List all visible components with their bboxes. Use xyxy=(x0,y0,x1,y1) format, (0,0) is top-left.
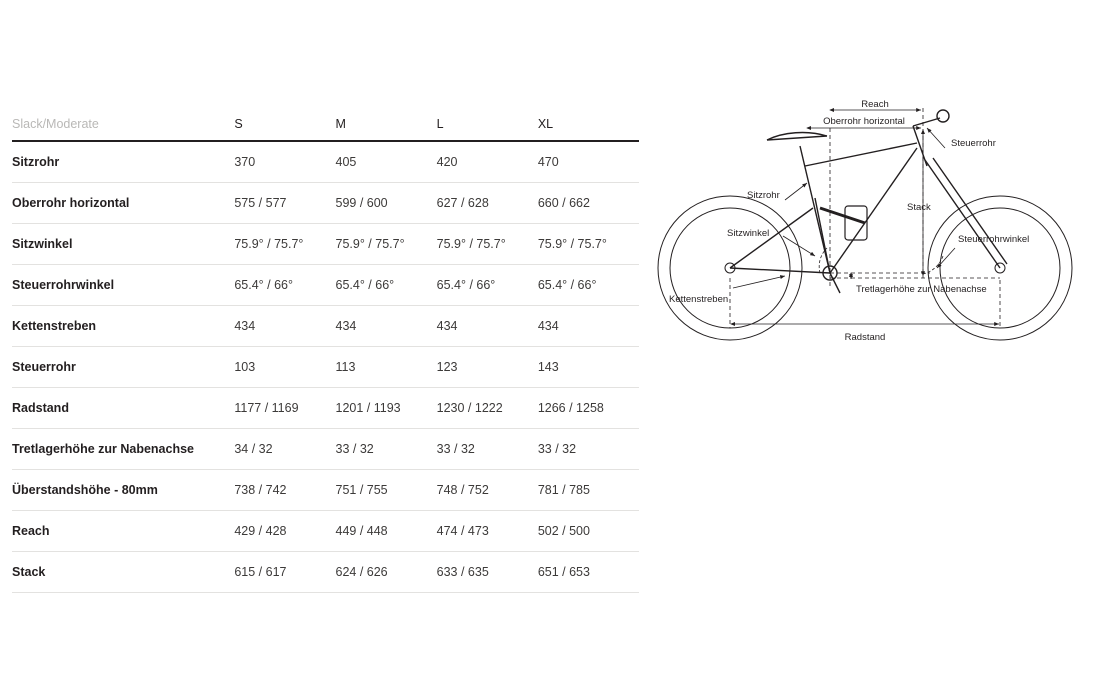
diagram-label-reach: Reach xyxy=(861,99,889,110)
table-corner-label: Slack/Moderate xyxy=(12,108,234,141)
cell-kettenstreben-m: 434 xyxy=(335,319,357,333)
diagram-label-tretlagerhoehe: Tretlagerhöhe zur Nabenachse xyxy=(856,284,987,295)
cell-steuerrohrwinkel-l: 65.4° / 66° xyxy=(436,278,496,292)
cell-steuerrohr-xl: 143 xyxy=(537,360,559,374)
cell-tretlagerhoehe-l: 33 / 32 xyxy=(436,442,475,456)
cell-tretlagerhoehe-s: 34 / 32 xyxy=(234,442,273,456)
table-row xyxy=(12,347,639,388)
cell-stack-xl: 651 / 653 xyxy=(537,565,590,579)
diagram-label-sitzwinkel: Sitzwinkel xyxy=(727,228,770,239)
table-header-row xyxy=(12,108,639,141)
cell-oberrohr-horizontal-s: 575 / 577 xyxy=(234,196,287,210)
cell-ueberstandshoehe-xl: 781 / 785 xyxy=(537,483,590,497)
cell-oberrohr-horizontal-xl: 660 / 662 xyxy=(537,196,590,210)
cell-kettenstreben-l: 434 xyxy=(436,319,458,333)
cell-stack-m: 624 / 626 xyxy=(335,565,388,579)
table-row xyxy=(12,470,639,511)
table-row xyxy=(12,552,639,593)
diagram-label-oberrohr-horizontal: Oberrohr horizontal xyxy=(823,116,905,127)
row-label-tretlagerhoehe-zur-nabenachse: Tretlagerhöhe zur Nabenachse xyxy=(12,442,195,456)
diagram-label-sitzrohr: Sitzrohr xyxy=(747,190,780,201)
diagram-label-steuerrohr: Steuerrohr xyxy=(951,138,996,149)
diagram-label-radstand: Radstand xyxy=(844,332,886,343)
cell-ueberstandshoehe-s: 738 / 742 xyxy=(234,483,287,497)
cell-sitzwinkel-xl: 75.9° / 75.7° xyxy=(537,237,607,251)
table-row xyxy=(12,429,639,470)
row-label-sitzwinkel: Sitzwinkel xyxy=(12,237,73,251)
column-header-size-xl: XL xyxy=(538,108,639,141)
table-row xyxy=(12,388,639,429)
table-row xyxy=(12,306,639,347)
column-header-size-l: L xyxy=(437,108,538,141)
cell-steuerrohr-m: 113 xyxy=(335,360,356,374)
cell-sitzwinkel-s: 75.9° / 75.7° xyxy=(234,237,304,251)
cell-oberrohr-horizontal-m: 599 / 600 xyxy=(335,196,388,210)
diagram-label-stack: Stack xyxy=(907,202,931,213)
table-header xyxy=(12,108,639,141)
cell-reach-s: 429 / 428 xyxy=(234,524,287,538)
table-row xyxy=(12,224,639,265)
cell-reach-xl: 502 / 500 xyxy=(537,524,590,538)
diagram-label-steuerrohrwinkel: Steuerrohrwinkel xyxy=(958,234,1030,245)
table-row xyxy=(12,141,639,183)
cell-ueberstandshoehe-m: 751 / 755 xyxy=(335,483,388,497)
column-header-size-s: S xyxy=(234,108,335,141)
row-label-steuerrohr: Steuerrohr xyxy=(12,360,76,374)
row-label-kettenstreben: Kettenstreben xyxy=(12,319,97,333)
geometry-table xyxy=(12,108,639,593)
cell-sitzwinkel-l: 75.9° / 75.7° xyxy=(436,237,506,251)
cell-sitzrohr-s: 370 xyxy=(234,155,256,169)
cell-radstand-m: 1201 / 1193 xyxy=(335,401,401,415)
bike-geometry-diagram xyxy=(655,88,1107,388)
cell-sitzrohr-xl: 470 xyxy=(537,155,559,169)
cell-steuerrohr-s: 103 xyxy=(234,360,256,374)
table-row xyxy=(12,511,639,552)
column-header-size-m: M xyxy=(336,108,437,141)
diagram-label-kettenstreben: Kettenstreben xyxy=(669,294,729,305)
cell-radstand-l: 1230 / 1222 xyxy=(436,401,503,415)
row-label-oberrohr-horizontal: Oberrohr horizontal xyxy=(12,196,130,210)
row-label-stack: Stack xyxy=(12,565,46,579)
cell-steuerrohrwinkel-xl: 65.4° / 66° xyxy=(537,278,597,292)
cell-steuerrohrwinkel-m: 65.4° / 66° xyxy=(335,278,395,292)
cell-sitzrohr-m: 405 xyxy=(335,155,357,169)
cell-sitzrohr-l: 420 xyxy=(436,155,458,169)
cell-kettenstreben-xl: 434 xyxy=(537,319,559,333)
bike-wheels-icon xyxy=(658,196,1072,340)
cell-reach-l: 474 / 473 xyxy=(436,524,489,538)
cell-reach-m: 449 / 448 xyxy=(335,524,388,538)
row-label-reach: Reach xyxy=(12,524,50,538)
cell-steuerrohr-l: 123 xyxy=(436,360,458,374)
cell-radstand-s: 1177 / 1169 xyxy=(234,401,299,415)
cell-kettenstreben-s: 434 xyxy=(234,319,256,333)
cell-radstand-xl: 1266 / 1258 xyxy=(537,401,604,415)
cell-oberrohr-horizontal-l: 627 / 628 xyxy=(436,196,489,210)
cell-stack-s: 615 / 617 xyxy=(234,565,287,579)
table-row xyxy=(12,183,639,224)
cell-sitzwinkel-m: 75.9° / 75.7° xyxy=(335,237,405,251)
cell-ueberstandshoehe-l: 748 / 752 xyxy=(436,483,489,497)
cell-steuerrohrwinkel-s: 65.4° / 66° xyxy=(234,278,293,292)
row-label-sitzrohr: Sitzrohr xyxy=(12,155,60,169)
cell-stack-l: 633 / 635 xyxy=(436,565,489,579)
row-label-ueberstandshoehe-80mm: Überstandshöhe - 80mm xyxy=(12,483,158,497)
table-body xyxy=(12,141,639,593)
table-row xyxy=(12,265,639,306)
cell-tretlagerhoehe-xl: 33 / 32 xyxy=(537,442,577,456)
row-label-radstand: Radstand xyxy=(12,401,69,415)
cell-tretlagerhoehe-m: 33 / 32 xyxy=(335,442,374,456)
row-label-steuerrohrwinkel: Steuerrohrwinkel xyxy=(12,278,115,292)
